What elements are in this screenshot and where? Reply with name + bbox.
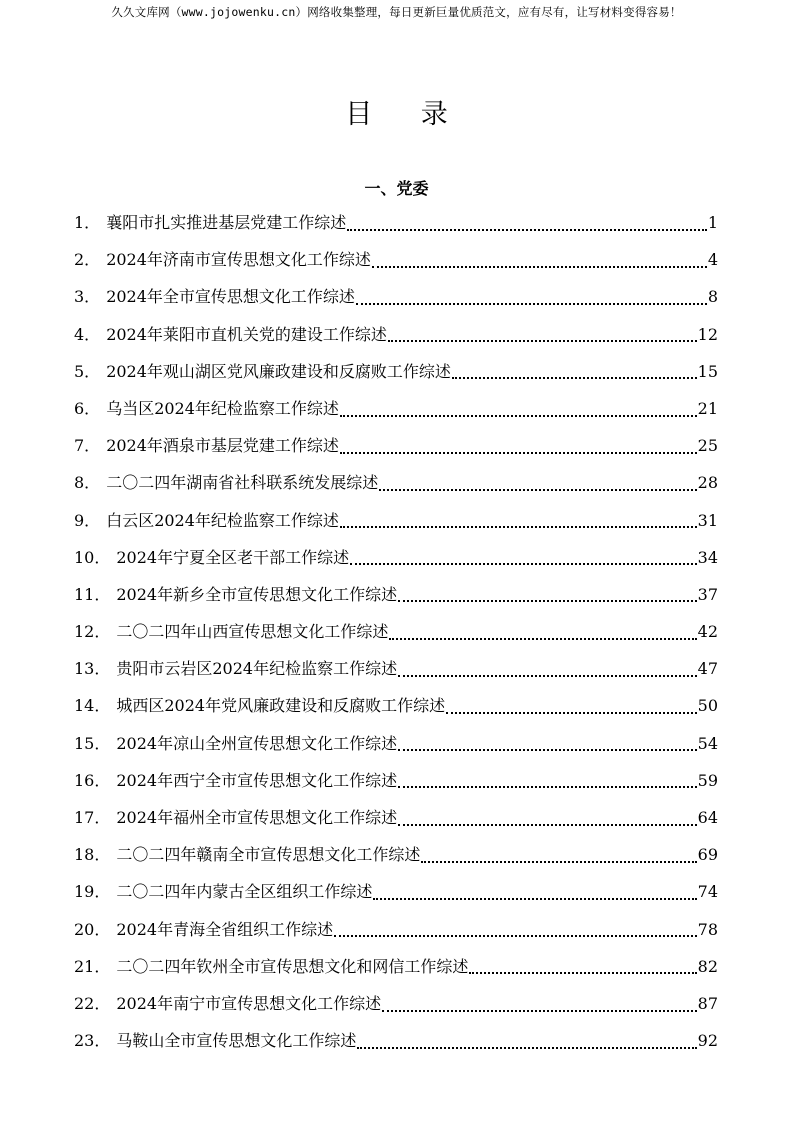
toc-entry-page: 74 <box>697 882 718 902</box>
toc-entry-title: 2024年济南市宣传思想文化工作综述 <box>106 250 371 270</box>
toc-entry-page: 37 <box>697 584 718 604</box>
toc-entry-title: 2024年观山湖区党风廉政建设和反腐败工作综述 <box>106 361 451 381</box>
toc-entry-title: 二〇二四年内蒙古全区组织工作综述 <box>116 882 373 902</box>
toc-entry[interactable] <box>74 803 718 840</box>
toc-entry[interactable] <box>74 877 718 914</box>
toc-entry-number: 1． <box>74 213 101 232</box>
toc-entry-number: 4． <box>74 324 101 344</box>
toc-entry-title: 2024年新乡全市宣传思想文化工作综述 <box>116 584 398 604</box>
toc-entry-number: 23． <box>74 1031 111 1051</box>
toc-leader-dots <box>379 489 696 491</box>
toc-leader-dots <box>347 229 707 231</box>
toc-entry-page: 31 <box>697 510 718 530</box>
toc-entry-page: 59 <box>697 770 718 790</box>
toc-leader-dots <box>373 898 696 900</box>
toc-entry-title: 乌当区2024年纪检监察工作综述 <box>106 398 339 418</box>
toc-entry-number: 11． <box>74 584 111 604</box>
toc-entry[interactable] <box>74 245 718 282</box>
toc-leader-dots <box>340 526 697 528</box>
toc-list <box>74 208 718 1063</box>
toc-entry-number: 3． <box>74 287 101 307</box>
toc-leader-dots <box>452 377 697 379</box>
toc-entry-number: 7． <box>74 436 101 456</box>
toc-leader-dots <box>398 824 697 826</box>
toc-entry-title: 白云区2024年纪检监察工作综述 <box>106 510 339 530</box>
toc-entry-title: 2024年酒泉市基层党建工作综述 <box>106 436 339 456</box>
toc-leader-dots <box>340 452 697 454</box>
toc-entry-page: 82 <box>697 956 718 976</box>
toc-entry-number: 22． <box>74 993 111 1013</box>
toc-entry-title: 2024年莱阳市直机关党的建设工作综述 <box>106 324 387 344</box>
toc-leader-dots <box>340 415 697 417</box>
toc-entry-title: 2024年全市宣传思想文化工作综述 <box>106 287 355 307</box>
toc-entry-title: 二〇二四年赣南全市宣传思想文化工作综述 <box>116 845 421 865</box>
toc-entry-title: 二〇二四年湖南省社科联系统发展综述 <box>106 473 379 493</box>
toc-leader-dots <box>350 563 697 565</box>
toc-entry-page: 15 <box>697 361 718 381</box>
toc-entry-number: 9． <box>74 510 101 530</box>
toc-entry-number: 12． <box>74 622 111 642</box>
toc-leader-dots <box>421 861 696 863</box>
header-note: 久久文库网（www.jojowenku.cn）网络收集整理，每日更新巨量优质范文，应有尽有，让写材料变得容易！ <box>111 5 682 19</box>
toc-entry-page: 92 <box>697 1031 718 1051</box>
toc-leader-dots <box>398 675 697 677</box>
toc-entry-number: 18． <box>74 845 111 865</box>
toc-entry-page: 12 <box>697 324 718 344</box>
toc-entry-title: 贵阳市云岩区2024年纪检监察工作综述 <box>116 659 398 679</box>
toc-entry[interactable] <box>74 1026 718 1063</box>
toc-entry[interactable] <box>74 691 718 728</box>
toc-entry-page: 21 <box>697 398 718 418</box>
toc-entry-title: 二〇二四年钦州全市宣传思想文化和网信工作综述 <box>116 956 469 976</box>
toc-entry[interactable] <box>74 915 718 952</box>
toc-entry[interactable] <box>74 840 718 877</box>
toc-entry[interactable] <box>74 357 718 394</box>
toc-entry[interactable] <box>74 580 718 617</box>
toc-entry[interactable] <box>74 282 718 319</box>
toc-entry[interactable] <box>74 543 718 580</box>
toc-entry-page: 1 <box>707 213 718 232</box>
section-heading: 一、党委 <box>364 179 429 198</box>
toc-leader-dots <box>388 340 697 342</box>
toc-leader-dots <box>398 786 697 788</box>
toc-entry-number: 8． <box>74 473 101 493</box>
toc-entry-number: 6． <box>74 398 101 418</box>
toc-entry-number: 2． <box>74 250 101 270</box>
toc-entry[interactable] <box>74 729 718 766</box>
toc-entry-number: 21． <box>74 956 111 976</box>
toc-entry-title: 马鞍山全市宣传思想文化工作综述 <box>116 1031 357 1051</box>
toc-leader-dots <box>356 303 707 305</box>
page-title: 目 录 <box>345 99 468 130</box>
toc-entry-page: 64 <box>697 808 718 827</box>
toc-leader-dots <box>372 266 707 268</box>
toc-entry-number: 5． <box>74 361 101 381</box>
toc-entry[interactable] <box>74 506 718 543</box>
toc-entry-page: 47 <box>697 659 718 679</box>
toc-entry-number: 13． <box>74 659 111 679</box>
toc-entry[interactable] <box>74 208 718 245</box>
toc-entry[interactable] <box>74 320 718 357</box>
toc-entry-title: 二〇二四年山西宣传思想文化工作综述 <box>116 622 389 642</box>
toc-entry-title: 2024年西宁全市宣传思想文化工作综述 <box>116 770 398 790</box>
toc-leader-dots <box>398 600 697 602</box>
toc-entry-number: 20． <box>74 919 111 939</box>
toc-entry-page: 78 <box>697 919 718 939</box>
toc-entry-number: 16． <box>74 770 111 790</box>
toc-leader-dots <box>469 972 696 974</box>
toc-entry-title: 2024年宁夏全区老干部工作综述 <box>116 547 350 567</box>
toc-leader-dots <box>334 935 697 937</box>
toc-entry-title: 城西区2024年党风廉政建设和反腐败工作综述 <box>116 696 446 716</box>
toc-entry[interactable] <box>74 431 718 468</box>
toc-entry-page: 69 <box>697 845 718 865</box>
toc-entry-page: 8 <box>707 287 718 307</box>
toc-leader-dots <box>357 1047 696 1049</box>
toc-entry-number: 19． <box>74 882 111 902</box>
toc-entry-title: 2024年凉山全州宣传思想文化工作综述 <box>116 733 398 753</box>
toc-entry-number: 17． <box>74 808 111 827</box>
toc-leader-dots <box>382 1010 697 1012</box>
toc-entry-page: 28 <box>697 473 718 493</box>
toc-entry[interactable] <box>74 617 718 654</box>
toc-entry-title: 2024年福州全市宣传思想文化工作综述 <box>116 808 398 827</box>
toc-entry-page: 87 <box>697 993 718 1013</box>
toc-entry-number: 15． <box>74 733 111 753</box>
toc-entry[interactable] <box>74 394 718 431</box>
toc-entry[interactable] <box>74 989 718 1026</box>
toc-leader-dots <box>446 712 697 714</box>
toc-entry-page: 50 <box>697 696 718 716</box>
toc-leader-dots <box>398 749 697 751</box>
toc-entry-number: 14． <box>74 696 111 716</box>
toc-entry-title: 2024年青海全省组织工作综述 <box>116 919 334 939</box>
toc-entry-number: 10． <box>74 547 111 567</box>
toc-leader-dots <box>389 638 696 640</box>
toc-entry-page: 54 <box>697 733 718 753</box>
toc-entry-page: 25 <box>697 436 718 456</box>
toc-entry[interactable] <box>74 766 718 803</box>
toc-entry[interactable] <box>74 654 718 691</box>
toc-entry[interactable] <box>74 952 718 989</box>
toc-entry[interactable] <box>74 468 718 505</box>
toc-entry-page: 34 <box>697 547 718 567</box>
toc-entry-page: 42 <box>697 622 718 642</box>
toc-entry-page: 4 <box>707 250 718 270</box>
toc-entry-title: 襄阳市扎实推进基层党建工作综述 <box>106 213 347 232</box>
toc-entry-title: 2024年南宁市宣传思想文化工作综述 <box>116 993 382 1013</box>
